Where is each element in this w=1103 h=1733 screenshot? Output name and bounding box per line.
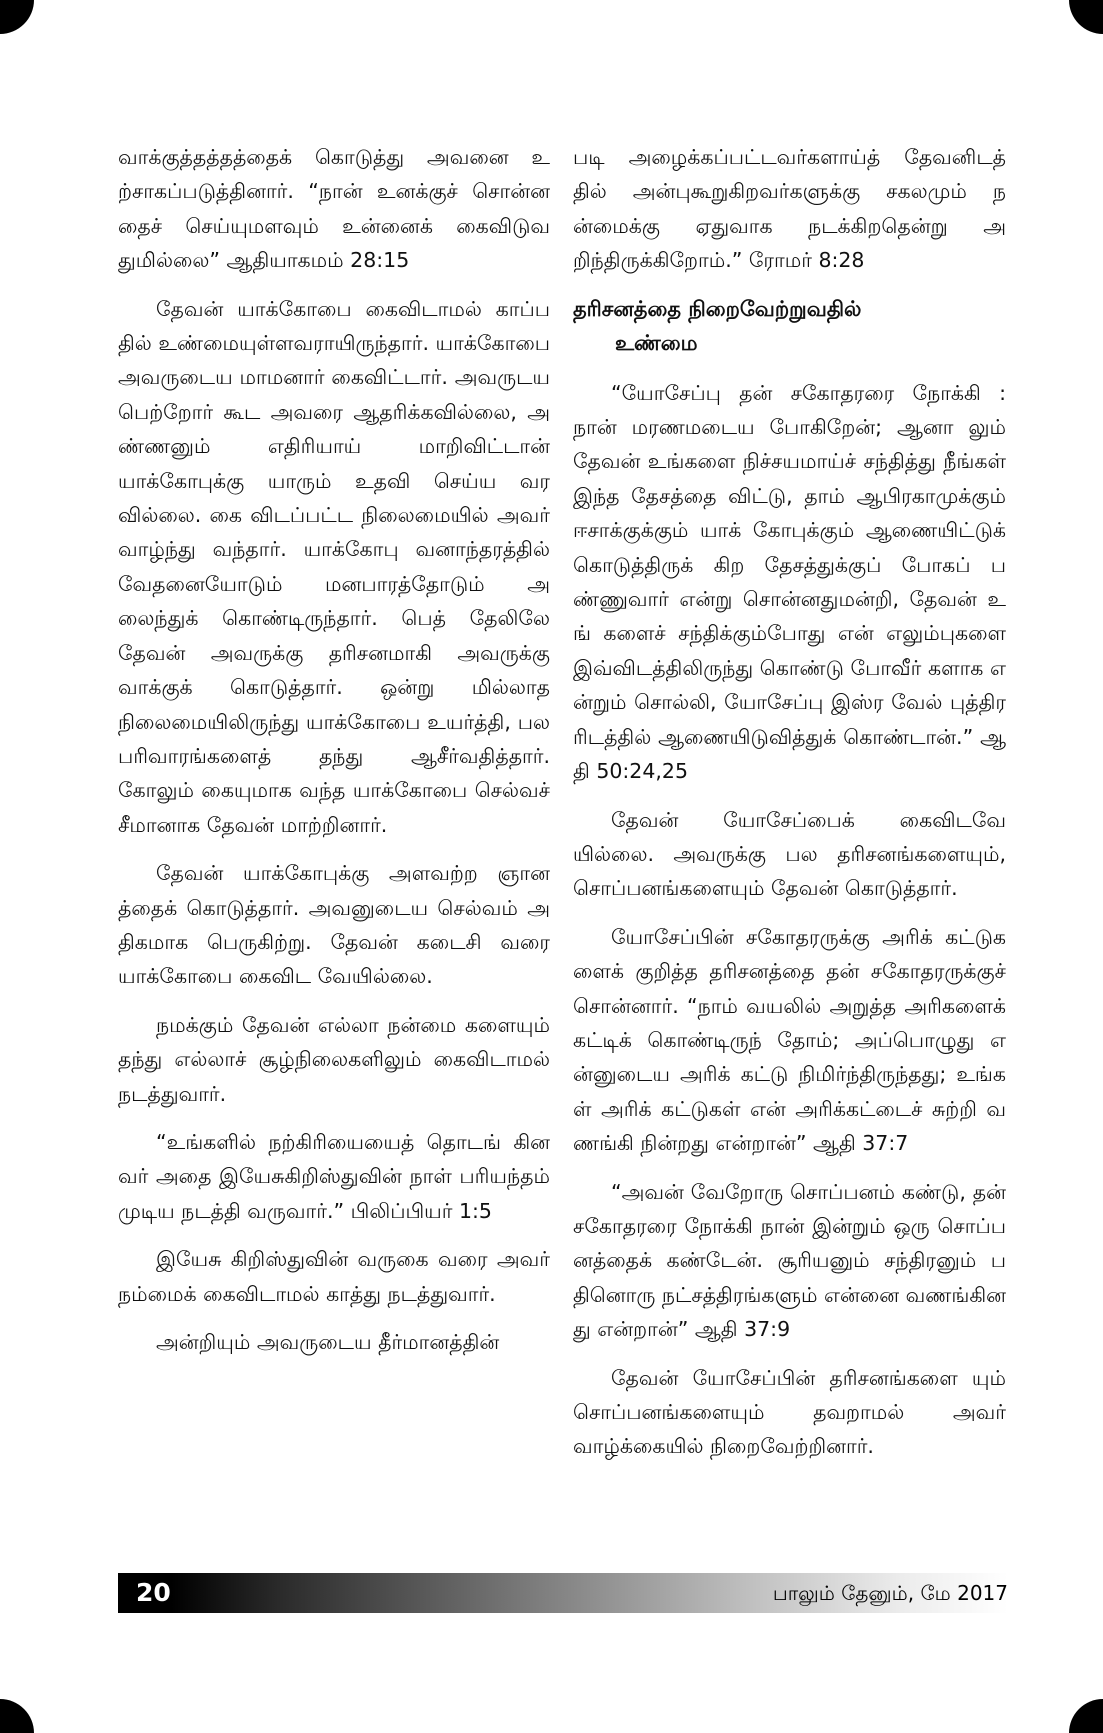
paragraph: யோசேப்பின் சகோதரருக்கு அரிக் கட்டுகளைக் குறித்த தரிசனத்தை தன் சகோதரருக்குச் சொன்னார். “நாம் வயலில் அறுத்த அரிகளைக் கட்டிக் கொண்டிருந் தோம்; அப்பொழுது என்னுடைய அரிக் கட்டு நிமிர்ந்திருந்தது; உங்கள் அரிக் கட்டுகள் என் அரிக்கட்டைச் சுற்றி வணங்கி நின்றது என்றான்” ஆதி 37:7 bbox=[573, 924, 1006, 1156]
paragraph: படி அழைக்கப்பட்டவர்களாய்த் தேவனிடத் தில் அன்புகூறுகிறவர்களுக்கு சகலமும் நன்மைக்கு ஏதுவாக நடக்கிறதென்று அறிந்திருக்கிறோம்.” ரோமர் 8:28 bbox=[573, 145, 1006, 273]
page-corner-bottom-right bbox=[1069, 1699, 1103, 1733]
paragraph: “அவன் வேறோரு சொப்பனம் கண்டு, தன் சகோதரரை நோக்கி நான் இன்றும் ஒரு சொப்பனத்தைக் கண்டேன். சூரியனும் சந்திரனும் பதினொரு நட்சத்திரங்களும் என்னை வணங்கினது என்றான்” ஆதி 37:9 bbox=[573, 1179, 1006, 1342]
page-number: 20 bbox=[136, 1578, 171, 1607]
paragraph: தேவன் யாக்கோபை கைவிடாமல் காப்பதில் உண்மையுள்ளவராயிருந்தார். யாக்கோபை அவருடைய மாமனார் கைவிட்டார். அவருடய பெற்றோர் கூட அவரை ஆதரிக்கவில்லை, அண்ணனும் எதிரியாய் மாறிவிட்டான் யாக்கோபுக்கு யாரும் உதவி செய்ய வரவில்லை. கை விடப்பட்ட நிலைமையில் அவர் வாழ்ந்து வந்தார். யாக்கோபு வனாந்தரத்தில் வேதனையோடும் மனபாரத்தோடும் அலைந்துக் கொண்டிருந்தார். பெத் தேலிலே தேவன் அவருக்கு தரிசனமாகி அவருக்கு வாக்குக் கொடுத்தார். ஒன்று மில்லாத நிலைமையிலிருந்து யாக்கோபை உயர்த்தி, பல பரிவாரங்களைத் தந்து ஆசீர்வதித்தார். கோலும் கையுமாக வந்த யாக்கோபை செல்வச் சீமானாக தேவன் மாற்றினார். bbox=[118, 296, 550, 837]
left-column bbox=[118, 140, 550, 1373]
page-corner-top-left bbox=[0, 0, 34, 34]
paragraph: தேவன் யோசேப்பின் தரிசனங்களை யும் சொப்பனங்களையும் தவறாமல் அவர் வாழ்க்கையில் நிறைவேற்றினார். bbox=[573, 1365, 1006, 1459]
paragraph: வாக்குத்தத்தத்தைக் கொடுத்து அவனை உற்சாகப்படுத்தினார். “நான் உனக்குச் சொன்னதைச் செய்யுமளவும் உன்னைக் கைவிடுவதுமில்லை” ஆதியாகமம் 28:15 bbox=[118, 145, 550, 273]
paragraph: இயேசு கிறிஸ்துவின் வருகை வரை அவர் நம்மைக் கைவிடாமல் காத்து நடத்துவார். bbox=[118, 1247, 550, 1306]
page-corner-bottom-left bbox=[0, 1699, 34, 1733]
paragraph: “உங்களில் நற்கிரியையைத் தொடங் கினவர் அதை இயேசுகிறிஸ்துவின் நாள் பரியந்தம் முடிய நடத்தி வருவார்.” பிலிப்பியர் 1:5 bbox=[118, 1129, 550, 1223]
paragraph: தேவன் யோசேப்பைக் கைவிடவே யில்லை. அவருக்கு பல தரிசனங்களையும், சொப்பனங்களையும் தேவன் கொடுத்தார். bbox=[573, 807, 1006, 901]
right-column bbox=[573, 140, 1006, 1478]
section-heading bbox=[573, 292, 1006, 360]
paragraph: அன்றியும் அவருடைய தீர்மானத்தின் bbox=[156, 1330, 500, 1354]
page-corner-top-right bbox=[1069, 0, 1103, 34]
section-heading-line-1: தரிசனத்தை நிறைவேற்றுவதில் bbox=[573, 296, 862, 321]
section-heading-line-2: உண்மை bbox=[615, 330, 698, 355]
paragraph: நமக்கும் தேவன் எல்லா நன்மை களையும் தந்து எல்லாச் சூழ்நிலைகளிலும் கைவிடாமல் நடத்துவார். bbox=[118, 1012, 550, 1106]
paragraph: “யோசேப்பு தன் சகோதரரை நோக்கி : நான் மரணமடைய போகிறேன்; ஆனா லும் தேவன் உங்களை நிச்சயமாய்ச் சந்தித்து நீங்கள் இந்த தேசத்தை விட்டு, தாம் ஆபிரகாமுக்கும் ஈசாக்குக்கும் யாக் கோபுக்கும் ஆணையிட்டுக் கொடுத்திருக் கிற தேசத்துக்குப் போகப் பண்ணுவார் என்று சொன்னதுமன்றி, தேவன் உங் களைச் சந்திக்கும்போது என் எலும்புகளை இவ்விடத்திலிருந்து கொண்டு போவீர் களாக என்றும் சொல்லி, யோசேப்பு இஸ்ர வேல் புத்திரரிடத்தில் ஆணையிடுவித்துக் கொண்டான்.” ஆதி 50:24,25 bbox=[573, 380, 1006, 784]
publication-title: பாலும் தேனும், மே 2017 bbox=[772, 1581, 1008, 1605]
paragraph: தேவன் யாக்கோபுக்கு அளவற்ற ஞானத்தைக் கொடுத்தார். அவனுடைய செல்வம் அதிகமாக பெருகிற்று. தேவன் கடைசி வரை யாக்கோபை கைவிட வேயில்லை. bbox=[118, 861, 550, 989]
page-footer-bar bbox=[118, 1573, 1008, 1613]
